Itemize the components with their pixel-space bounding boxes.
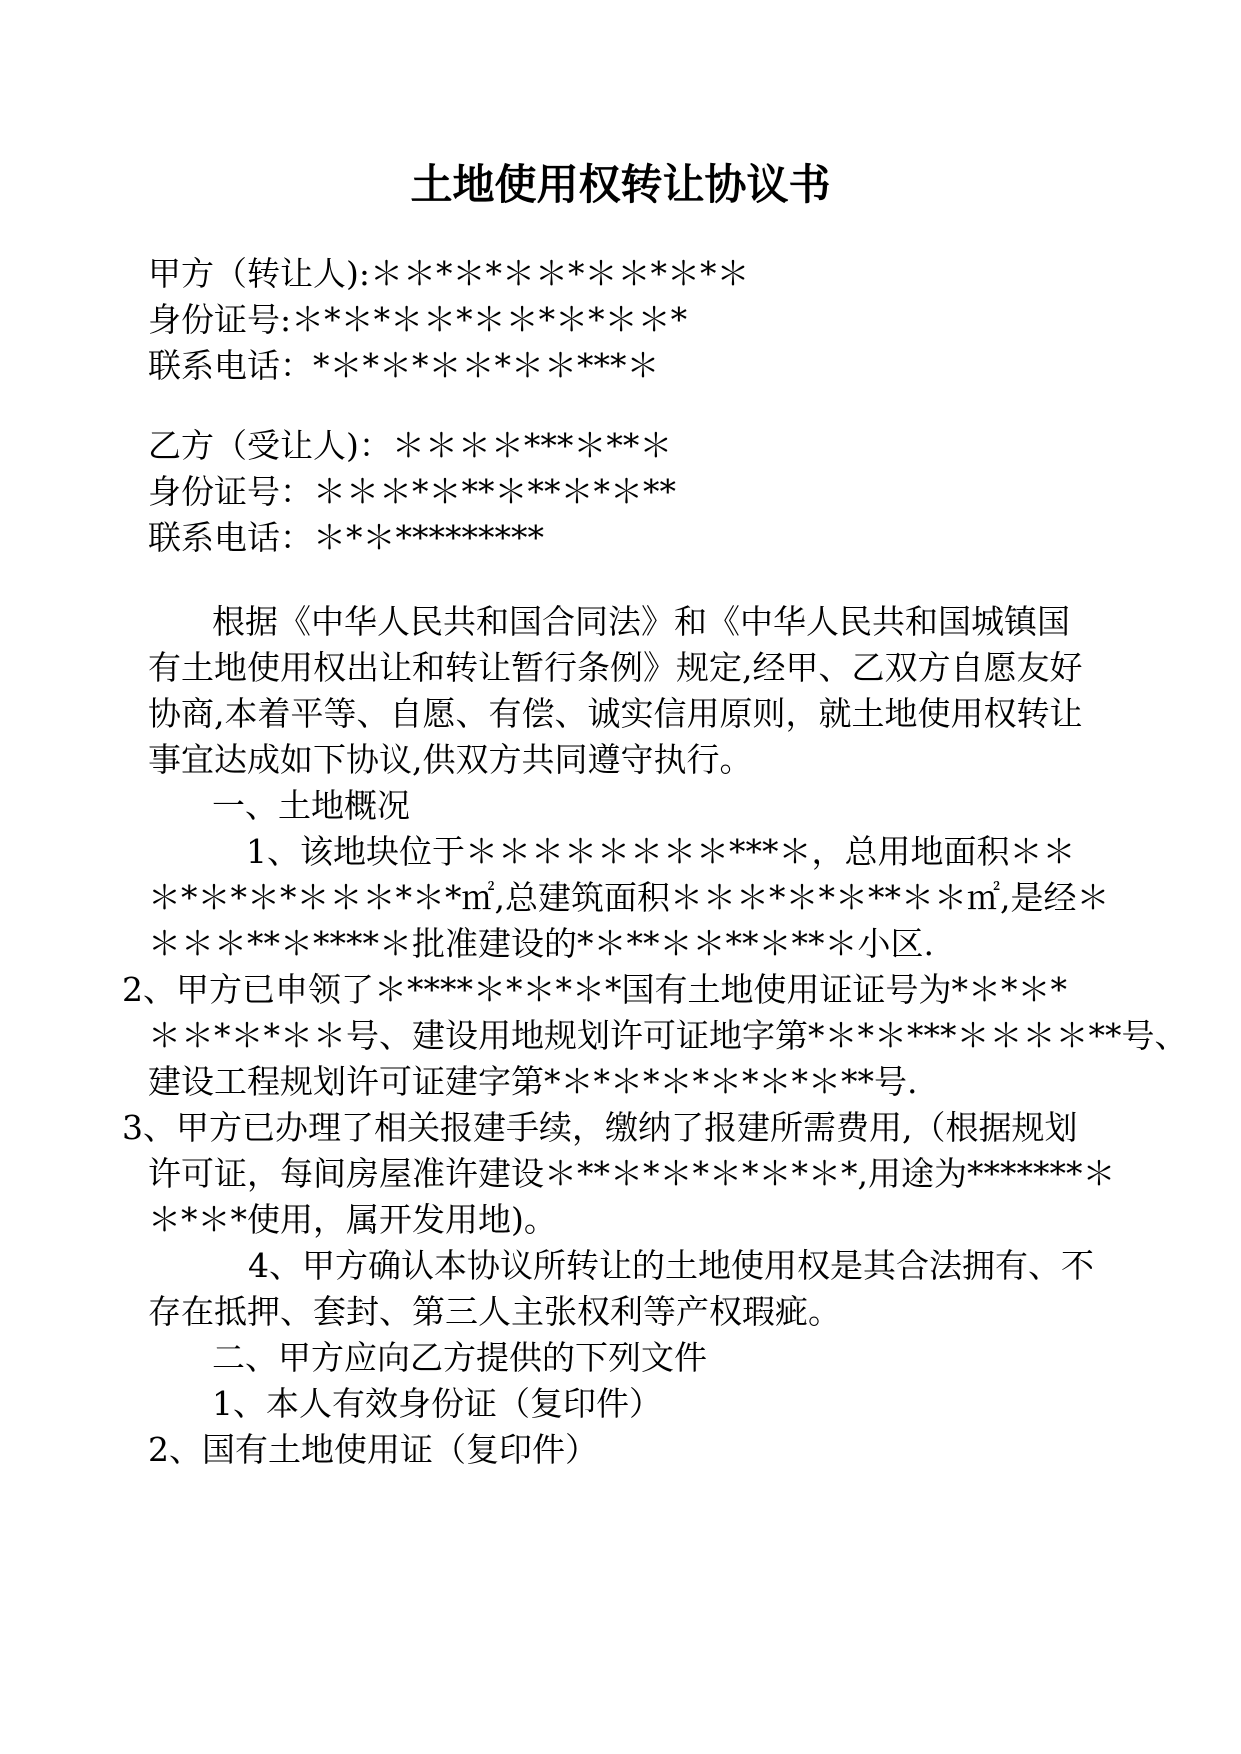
section-heading: 二、甲方应向乙方提供的下列文件	[212, 1338, 707, 1377]
party-a-name: 甲方（转让人):＊＊*＊*＊＊*＊＊*＊*＊	[148, 254, 750, 293]
body-line: 建设工程规划许可证建字第*＊*＊*＊*＊*＊*＊**号.	[148, 1062, 918, 1101]
section-heading: 一、土地概况	[212, 786, 410, 825]
body-line: ＊*＊*＊*＊＊＊*＊*㎡,总建筑面积＊＊＊*＊*＊**＊＊㎡,是经＊	[148, 878, 1110, 917]
body-line: 存在抵押、套封、第三人主张权利等产权瑕疵。	[148, 1292, 841, 1331]
party-a-id: 身份证号:＊*＊*＊＊*＊＊*＊*＊＊*	[148, 300, 688, 339]
body-line: 根据《中华人民共和国合同法》和《中华人民共和国城镇国	[212, 602, 1070, 641]
body-line: 3、甲方已办理了相关报建手续，缴纳了报建所需费用,（根据规划	[122, 1108, 1078, 1147]
body-line: 4、甲方确认本协议所转让的土地使用权是其合法拥有、不	[248, 1246, 1094, 1285]
body-line: ＊＊＊**＊****＊批准建设的*＊**＊＊**＊**＊小区.	[148, 924, 934, 963]
party-b-id: 身份证号：＊＊＊*＊**＊**＊*＊**	[148, 472, 676, 511]
body-line: 许可证，每间房屋准许建设＊**＊*＊*＊*＊*＊*,用途为*******＊	[148, 1154, 1116, 1193]
body-line: 2、国有土地使用证（复印件）	[148, 1430, 598, 1469]
body-line: ＊*＊*使用，属开发用地)。	[148, 1200, 557, 1239]
body-line: 1、本人有效身份证（复印件）	[212, 1384, 662, 1423]
party-b-name: 乙方（受让人)：＊＊＊＊***＊**＊	[148, 426, 673, 465]
body-line: ＊＊*＊*＊＊号、建设用地规划许可证地字第*＊*＊***＊＊＊＊**号、	[148, 1016, 1188, 1055]
body-line: 1、该地块位于＊＊＊＊＊＊＊＊***＊，总用地面积＊＊	[246, 832, 1076, 871]
party-a-phone: 联系电话：*＊*＊*＊＊*＊＊***＊	[148, 346, 660, 385]
document-title: 土地使用权转让协议书	[410, 160, 831, 209]
body-line: 事宜达成如下协议,供双方共同遵守执行。	[148, 740, 753, 779]
party-b-phone: 联系电话：＊*＊*********	[148, 518, 544, 557]
body-line: 协商,本着平等、自愿、有偿、诚实信用原则，就土地使用权转让	[148, 694, 1083, 733]
body-line: 2、甲方已申领了＊****＊*＊*＊*国有土地使用证证号为*＊*＊*	[122, 970, 1067, 1009]
body-line: 有土地使用权出让和转让暂行条例》规定,经甲、乙双方自愿友好	[148, 648, 1083, 687]
